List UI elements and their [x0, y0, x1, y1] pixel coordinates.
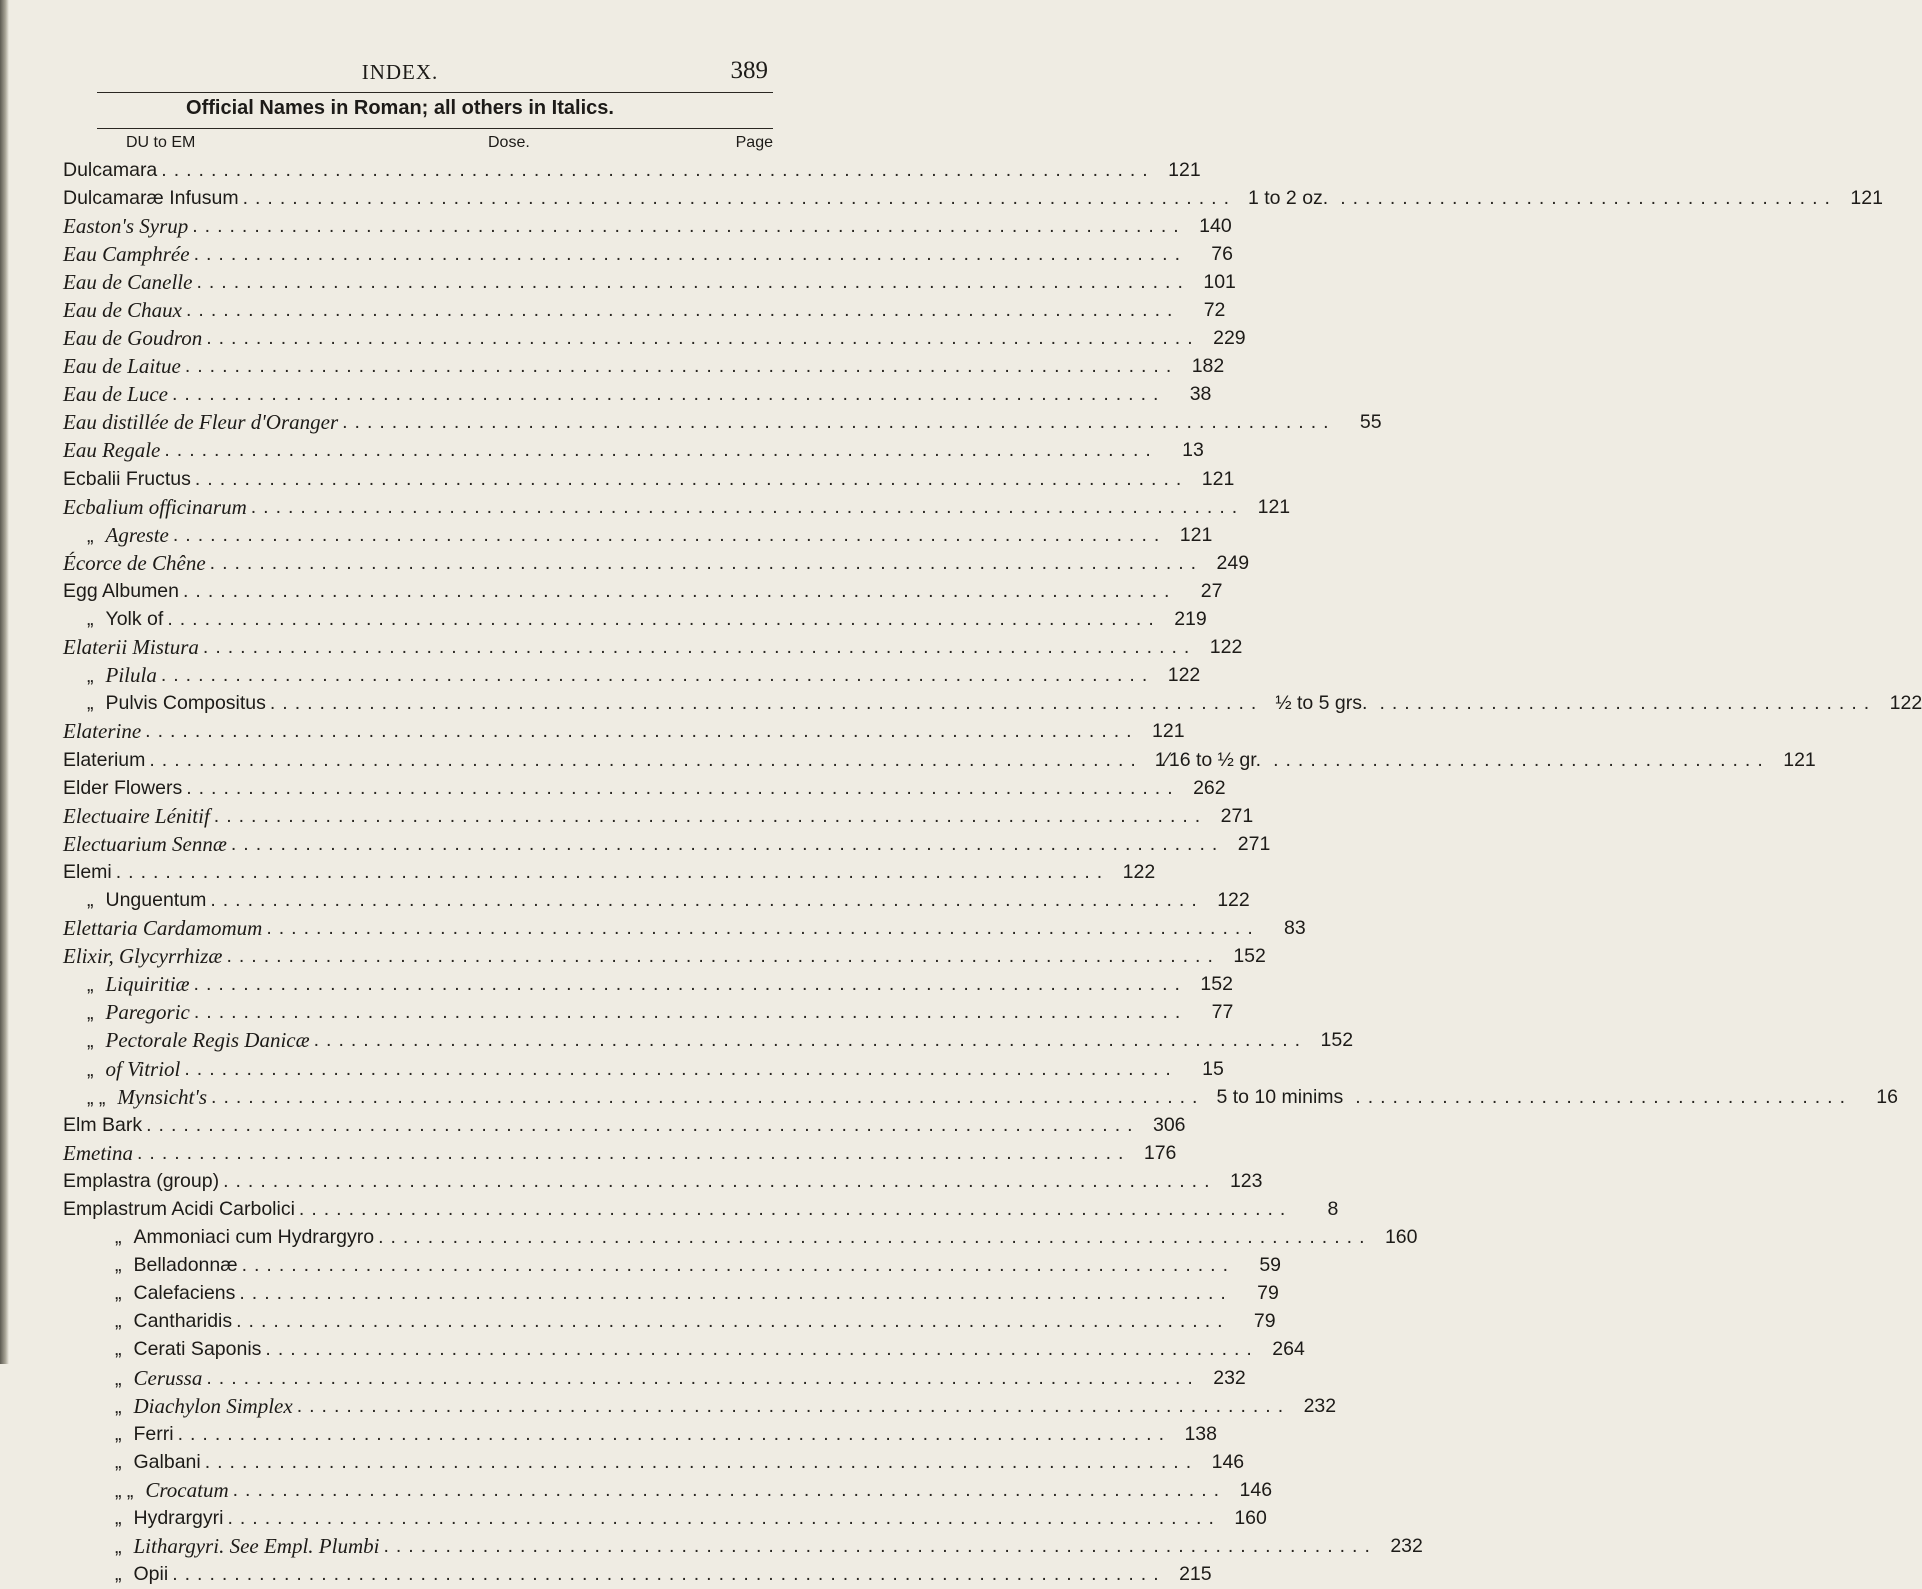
- leader-dots: ................................................................................: [202, 636, 1197, 659]
- index-entry: [63, 1392, 1337, 1420]
- entry-name: [63, 1114, 142, 1137]
- ditto-mark: „: [87, 974, 94, 997]
- entry-name: [63, 1085, 207, 1110]
- entry-name: [63, 804, 210, 829]
- entry-name: [63, 608, 163, 631]
- entry-name: [63, 1254, 238, 1277]
- leader-dots: ................................................................................: [342, 411, 1336, 434]
- entry-name-text: Elaterium: [63, 748, 146, 771]
- entry-name: [63, 635, 199, 660]
- index-entry: [63, 1252, 1282, 1280]
- entry-page: 262: [1193, 776, 1226, 799]
- ditto-mark: „: [87, 665, 94, 688]
- index-entry: [63, 1195, 1339, 1223]
- leader-dots: ................................................................................: [193, 242, 1187, 265]
- ditto-mark: „: [115, 1310, 122, 1333]
- index-entry: [63, 718, 1185, 746]
- leader-dots: ................................................................................: [313, 1029, 1308, 1052]
- leader-dots: ................................................................................: [241, 1254, 1236, 1277]
- entry-name: [63, 580, 179, 603]
- entry-name-text: Cerati Saponis: [133, 1338, 262, 1361]
- entry-dose: ½ to 5 grs.: [1275, 692, 1368, 715]
- entry-name-text: Ammoniaci cum Hydrargyro: [133, 1226, 375, 1249]
- index-entry: [63, 1027, 1354, 1055]
- entry-page: 121: [1850, 186, 1883, 209]
- leader-dots: ................................................................................: [177, 1422, 1171, 1445]
- ditto-mark: „: [115, 1367, 122, 1390]
- entry-name-text: Cerussa: [133, 1365, 203, 1390]
- index-entry: [63, 212, 1232, 240]
- leader-dots: ................................................................................: [185, 299, 1180, 322]
- entry-name-text: Yolk of: [105, 608, 164, 631]
- leader-dots: ................................................................................: [213, 804, 1208, 827]
- leader-dots: ................................................................................: [161, 158, 1155, 181]
- leader-dots: ................................................................................: [227, 1507, 1221, 1530]
- entry-name-text: Elm Bark: [63, 1113, 143, 1136]
- leader-dots: ................................................................................: [269, 692, 1264, 715]
- entry-name-text: Electuarium Sennæ: [63, 831, 227, 856]
- entry-page: 138: [1184, 1422, 1217, 1445]
- entry-name: [63, 663, 157, 688]
- index-entry: [63, 521, 1213, 549]
- entry-page: 176: [1143, 1141, 1177, 1164]
- entry-name: [63, 1170, 219, 1193]
- leader-dots: ................................................................................: [211, 1085, 1205, 1108]
- leader-dots: ................................................................................: [194, 467, 1189, 490]
- entry-name-text: Galbani: [133, 1450, 201, 1473]
- entry-dose: 1⁄16 to ½ gr.: [1154, 748, 1262, 771]
- page-header-label: Page: [735, 134, 773, 151]
- entry-name: [63, 551, 206, 576]
- entry-name: [63, 1451, 201, 1474]
- entry-page: 76: [1211, 242, 1233, 265]
- entry-name-text: Ecbalii Fructus: [63, 467, 191, 490]
- index-entry: [63, 577, 1223, 605]
- entry-name: [63, 159, 157, 182]
- index-entry: [63, 493, 1291, 521]
- entry-page: 122: [1167, 664, 1201, 687]
- entry-name: [63, 214, 188, 239]
- ditto-mark: „: [115, 1226, 122, 1249]
- entry-name-text: Elder Flowers: [63, 776, 183, 799]
- index-entry: [63, 746, 1816, 774]
- entry-page: 232: [1390, 1535, 1423, 1558]
- leader-dots: ................................................................................: [183, 579, 1177, 602]
- entry-name: [63, 1338, 261, 1361]
- entry-name: [63, 1226, 374, 1249]
- leader-dots: ................................................................................: [164, 439, 1158, 462]
- entry-name-text: Eau distillée de Fleur d'Oranger: [63, 410, 339, 435]
- leader-dots: ................................................................................: [298, 1198, 1293, 1221]
- index-entry: [63, 662, 1201, 690]
- ditto-mark: „: [115, 1563, 122, 1586]
- dose-header: Dose.: [488, 134, 530, 151]
- entry-name: [63, 944, 222, 969]
- entry-page: 121: [1201, 467, 1235, 490]
- leader-dots: ........................................: [1340, 186, 1837, 209]
- entry-name: [63, 1534, 379, 1559]
- leader-dots: ................................................................................: [145, 720, 1139, 743]
- index-entry: [63, 886, 1250, 914]
- entry-name-text: Belladonnæ: [133, 1254, 238, 1277]
- entry-name: [63, 242, 190, 267]
- leader-dots: ................................................................................: [172, 523, 1167, 546]
- book-spine-shadow: [0, 0, 9, 1364]
- entry-page: 38: [1189, 383, 1212, 406]
- entry-page: 121: [1168, 158, 1201, 181]
- ditto-mark: „: [115, 1338, 122, 1361]
- entry-page: 72: [1203, 299, 1226, 322]
- entry-name: [63, 298, 182, 323]
- index-entry: [63, 1364, 1246, 1392]
- entry-name: [63, 1507, 223, 1530]
- index-entry: [63, 1083, 1898, 1111]
- index-entry: [63, 1533, 1423, 1561]
- index-entry: [63, 549, 1250, 577]
- entry-page: 152: [1320, 1029, 1354, 1052]
- entry-page: 229: [1213, 327, 1246, 350]
- entry-name-text: Ferri: [133, 1422, 174, 1445]
- entry-page: 27: [1200, 579, 1223, 602]
- leader-dots: ........................................: [1379, 692, 1877, 715]
- index-entry: [63, 240, 1233, 268]
- index-entry: [63, 1476, 1273, 1504]
- entry-page: 182: [1191, 355, 1225, 378]
- ditto-mark: „: [115, 1395, 122, 1418]
- entry-dose: 1 to 2 oz.: [1247, 186, 1329, 209]
- entry-name: [63, 438, 160, 463]
- leader-dots: ................................................................................: [136, 1141, 1131, 1164]
- ditto-mark: „: [115, 1282, 122, 1305]
- leader-dots: ................................................................................: [115, 860, 1110, 883]
- subtitle-rule: [97, 128, 773, 129]
- entry-name-text: of Vitriol: [105, 1056, 181, 1081]
- ditto-mark: „: [87, 524, 94, 547]
- leader-dots: ................................................................................: [250, 495, 1245, 518]
- index-entry: [63, 1167, 1263, 1195]
- index-entry: [63, 353, 1225, 381]
- index-entry: [63, 184, 1883, 212]
- index-entry: [63, 381, 1212, 409]
- entry-name: [63, 1198, 295, 1221]
- entry-page: 16: [1876, 1085, 1898, 1108]
- entry-name: [63, 1057, 180, 1082]
- leader-dots: ................................................................................: [378, 1226, 1372, 1249]
- leader-dots: ................................................................................: [296, 1394, 1291, 1417]
- entry-page: 122: [1122, 860, 1156, 883]
- index-entry: [63, 1420, 1217, 1448]
- index-entry: [63, 690, 1922, 718]
- leader-dots: ................................................................................: [149, 748, 1143, 771]
- entry-name: [63, 468, 191, 491]
- entry-name-text: Écorce de Chêne: [63, 550, 206, 575]
- entry-name: [63, 832, 227, 857]
- entry-name-text: Emplastra (group): [63, 1169, 220, 1192]
- entry-name-text: Crocatum: [145, 1477, 229, 1502]
- index-entry: [63, 465, 1235, 493]
- entry-page: 215: [1179, 1563, 1212, 1586]
- entry-name-text: Emetina: [63, 1140, 133, 1165]
- entry-name-text: Calefaciens: [133, 1282, 236, 1305]
- entry-page: 146: [1239, 1478, 1273, 1501]
- leader-dots: ................................................................................: [186, 776, 1180, 799]
- entry-name-text: Easton's Syrup: [63, 213, 189, 238]
- entry-name: [63, 495, 247, 520]
- leader-dots: ................................................................................: [192, 214, 1186, 237]
- entry-name-text: Diachylon Simplex: [133, 1393, 293, 1418]
- entry-page: 122: [1889, 692, 1922, 715]
- leader-dots: ................................................................................: [239, 1282, 1233, 1305]
- leader-dots: ........................................: [1273, 748, 1770, 771]
- header-rule: [97, 92, 773, 93]
- leader-dots: ................................................................................: [184, 355, 1179, 378]
- entry-page: 160: [1234, 1507, 1267, 1530]
- index-entry: [63, 1224, 1418, 1252]
- leader-dots: ................................................................................: [193, 973, 1187, 996]
- entry-page: 13: [1182, 439, 1204, 462]
- entry-name: [63, 1000, 190, 1025]
- index-entry: [63, 1505, 1267, 1533]
- index-subtitle: Official Names in Roman; all others in Italics.: [186, 97, 614, 119]
- entry-page: 232: [1213, 1366, 1246, 1389]
- entry-page: 121: [1179, 523, 1213, 546]
- index-entry: [63, 971, 1233, 999]
- index-entry: [63, 634, 1243, 662]
- leader-dots: ................................................................................: [266, 917, 1260, 940]
- entry-page: 271: [1237, 832, 1271, 855]
- entry-page: 140: [1199, 214, 1232, 237]
- entry-name-text: Eau de Laitue: [63, 354, 181, 379]
- entry-name: [63, 1563, 168, 1586]
- leader-dots: ................................................................................: [223, 1169, 1217, 1192]
- index-entry: [63, 1336, 1305, 1364]
- index-entry: [63, 1448, 1245, 1476]
- ditto-mark: „: [87, 1058, 94, 1081]
- entry-page: 271: [1220, 804, 1254, 827]
- entry-name-text: Hydrargyri: [133, 1507, 224, 1530]
- entry-page: 219: [1174, 608, 1207, 631]
- index-entry: [63, 1111, 1186, 1139]
- ditto-mark: „: [87, 888, 94, 911]
- entry-name-text: Eau de Chaux: [63, 298, 182, 323]
- index-entry: [63, 268, 1236, 296]
- entry-page: 306: [1152, 1113, 1186, 1136]
- leader-dots: ................................................................................: [160, 664, 1155, 687]
- entry-page: 101: [1203, 270, 1236, 293]
- index-entry: [63, 1139, 1177, 1167]
- entry-page: 232: [1303, 1394, 1337, 1417]
- ditto-mark: „: [115, 1536, 122, 1559]
- entry-name: [63, 749, 145, 772]
- entry-name: [63, 1310, 232, 1333]
- entry-dose: 5 to 10 minims: [1216, 1085, 1344, 1108]
- index-entry: [63, 296, 1226, 324]
- ditto-mark: „: [115, 1254, 122, 1277]
- entry-name: [63, 187, 239, 210]
- entry-name: [63, 354, 181, 379]
- leader-dots: ................................................................................: [242, 186, 1236, 209]
- ditto-mark: „: [115, 1507, 122, 1530]
- entry-name: [63, 916, 262, 941]
- entry-name-text: Dulcamaræ Infusum: [63, 186, 239, 209]
- range-header: DU to EM: [126, 134, 196, 151]
- entry-name: [63, 523, 169, 548]
- entry-name-text: Liquiritiæ: [105, 972, 190, 997]
- entry-name: [63, 719, 141, 744]
- ditto-mark: „: [115, 1450, 122, 1473]
- index-entries: [63, 156, 1922, 1589]
- index-entry: [63, 437, 1204, 465]
- entry-name-text: Mynsicht's: [117, 1084, 208, 1109]
- entry-page: 152: [1200, 973, 1233, 996]
- entry-page: 79: [1257, 1282, 1279, 1305]
- entry-name: [63, 326, 202, 351]
- entry-name-text: Pilula: [105, 663, 157, 688]
- entry-name-text: Agreste: [105, 522, 169, 547]
- leader-dots: ................................................................................: [206, 327, 1200, 350]
- leader-dots: ................................................................................: [204, 1450, 1199, 1473]
- entry-page: 77: [1211, 1001, 1234, 1024]
- entry-page: 55: [1359, 411, 1382, 434]
- leader-dots: ................................................................................: [210, 888, 1204, 911]
- entry-page: 83: [1284, 917, 1306, 940]
- entry-name: [63, 1478, 229, 1503]
- leader-dots: ................................................................................: [172, 1563, 1166, 1586]
- running-title: INDEX.: [361, 60, 439, 84]
- index-entry: [63, 830, 1271, 858]
- entry-name-text: Cantharidis: [133, 1310, 233, 1333]
- index-entry: [63, 858, 1156, 886]
- index-entry: [63, 999, 1234, 1027]
- entry-name-text: Eau de Luce: [63, 382, 168, 407]
- entry-name-text: Eau de Goudron: [63, 326, 203, 351]
- entry-name-text: Dulcamara: [63, 158, 158, 181]
- entry-page: 160: [1384, 1226, 1418, 1249]
- ditto-mark: „: [115, 1422, 122, 1445]
- entry-name-text: Eau Camphrée: [63, 241, 190, 266]
- entry-name-text: Elaterii Mistura: [63, 635, 199, 660]
- leader-dots: ................................................................................: [184, 1057, 1178, 1080]
- index-entry: [63, 1308, 1276, 1336]
- entry-page: 122: [1209, 636, 1243, 659]
- ditto-mark: „ „: [115, 1479, 134, 1502]
- page-header: [0, 52, 800, 92]
- entry-page: 152: [1233, 945, 1266, 968]
- entry-name-text: Eau Regale: [63, 438, 161, 463]
- leader-dots: ........................................: [1355, 1085, 1852, 1108]
- entry-page: 264: [1272, 1338, 1305, 1361]
- entry-name-text: Emplastrum Acidi Carbolici: [63, 1198, 295, 1221]
- index-entry: [63, 943, 1266, 971]
- entry-name: [63, 1282, 235, 1305]
- ditto-mark: „: [87, 692, 94, 715]
- leader-dots: ................................................................................: [232, 1478, 1227, 1501]
- index-entry: [63, 1055, 1224, 1083]
- index-entry: [63, 325, 1246, 353]
- entry-page: 122: [1217, 888, 1250, 911]
- entry-page: 59: [1259, 1254, 1282, 1277]
- entry-name: [63, 1366, 202, 1391]
- leader-dots: ................................................................................: [236, 1310, 1230, 1333]
- entry-page: 79: [1253, 1310, 1276, 1333]
- page-number: 389: [730, 57, 768, 84]
- entry-page: 121: [1152, 720, 1185, 743]
- entry-name-text: Elettaria Cardamomum: [63, 916, 263, 941]
- entry-name-text: Pectorale Regis Danicæ: [105, 1028, 310, 1053]
- entry-name-text: Electuaire Lénitif: [63, 803, 210, 828]
- entry-name-text: Lithargyri. See Empl. Plumbi: [133, 1534, 380, 1559]
- entry-name-text: Egg Albumen: [63, 579, 180, 602]
- entry-name: [63, 972, 190, 997]
- index-entry: [63, 606, 1207, 634]
- ditto-mark: „: [87, 1030, 94, 1053]
- leader-dots: ................................................................................: [193, 1001, 1188, 1024]
- column-headers: [63, 134, 773, 156]
- leader-dots: ................................................................................: [230, 832, 1225, 855]
- index-entry: [63, 774, 1226, 802]
- index-entry: [63, 409, 1382, 437]
- entry-page: 146: [1211, 1450, 1245, 1473]
- entry-page: 121: [1257, 495, 1291, 518]
- index-entry: [63, 1280, 1279, 1308]
- entry-name-text: Elixir, Glycyrrhizæ: [63, 944, 223, 969]
- entry-page: 8: [1327, 1198, 1339, 1221]
- entry-name: [63, 410, 338, 435]
- entry-name-text: Elemi: [63, 860, 112, 883]
- index-entry: [63, 802, 1254, 830]
- entry-name-text: Elaterine: [63, 719, 142, 744]
- leader-dots: ................................................................................: [226, 945, 1220, 968]
- entry-name-text: Opii: [133, 1563, 169, 1586]
- entry-name: [63, 692, 266, 715]
- leader-dots: ................................................................................: [265, 1338, 1259, 1361]
- entry-page: 123: [1229, 1169, 1263, 1192]
- entry-name: [63, 777, 182, 800]
- ditto-mark: „: [87, 608, 94, 631]
- leader-dots: ................................................................................: [383, 1535, 1377, 1558]
- entry-name: [63, 1141, 133, 1166]
- ditto-mark: „ „: [87, 1086, 106, 1109]
- leader-dots: ................................................................................: [171, 383, 1166, 406]
- index-entry: [63, 1561, 1212, 1589]
- entry-name: [63, 889, 206, 912]
- entry-name: [63, 270, 192, 295]
- entry-page: 249: [1216, 551, 1250, 574]
- leader-dots: ................................................................................: [146, 1113, 1140, 1136]
- entry-name-text: Eau de Canelle: [63, 269, 193, 294]
- ditto-mark: „: [87, 1002, 94, 1025]
- index-entry: [63, 915, 1306, 943]
- entry-name: [63, 1394, 293, 1419]
- entry-name-text: Paregoric: [105, 1000, 190, 1025]
- entry-name: [63, 1028, 310, 1053]
- entry-page: 121: [1783, 748, 1816, 771]
- entry-name-text: Ecbalium officinarum: [63, 494, 247, 519]
- index-entry: [63, 156, 1201, 184]
- entry-name-text: Unguentum: [105, 888, 207, 911]
- entry-page: 15: [1202, 1057, 1224, 1080]
- leader-dots: ................................................................................: [206, 1366, 1200, 1389]
- entry-name-text: Pulvis Compositus: [105, 692, 266, 715]
- leader-dots: ................................................................................: [209, 551, 1204, 574]
- entry-name: [63, 1423, 174, 1446]
- leader-dots: ................................................................................: [196, 270, 1190, 293]
- entry-name: [63, 382, 168, 407]
- entry-name: [63, 861, 112, 884]
- leader-dots: ................................................................................: [167, 608, 1161, 631]
